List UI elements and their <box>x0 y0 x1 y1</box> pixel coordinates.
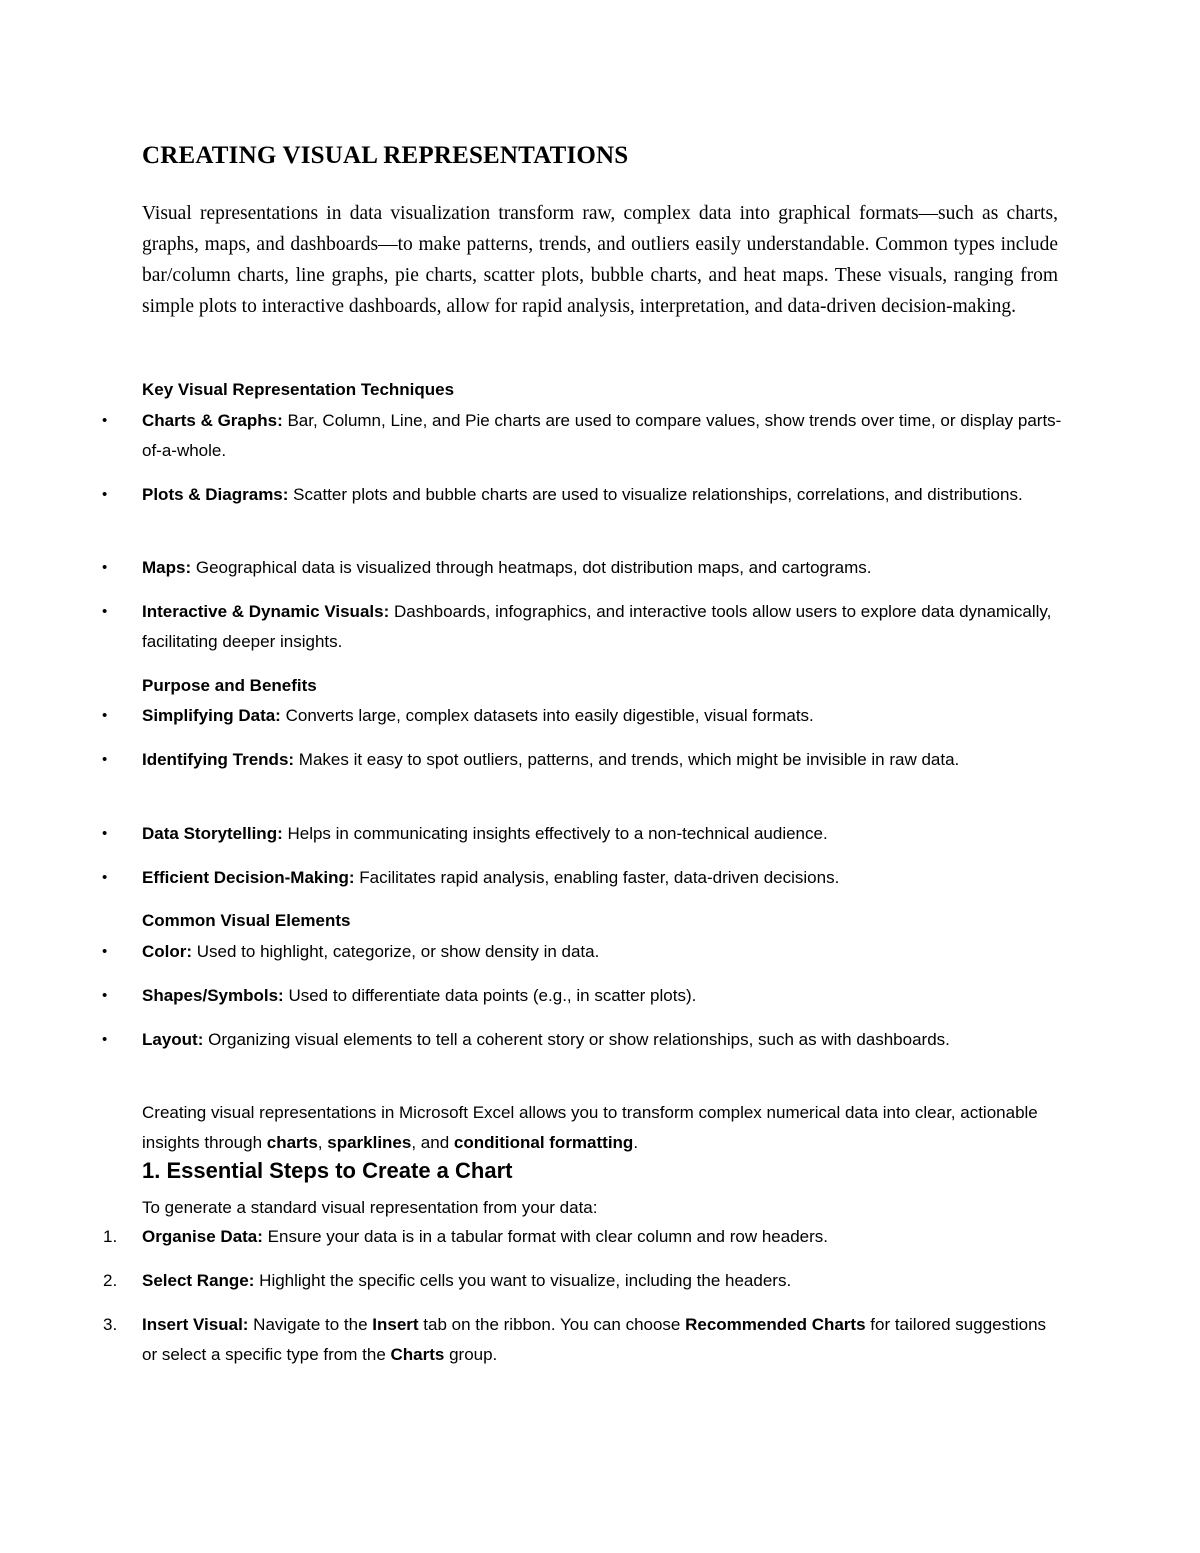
bullet-icon: • <box>102 943 108 960</box>
step-bold-charts: Charts <box>390 1344 445 1364</box>
list-item <box>102 597 1062 656</box>
step-text: tab on the ribbon. You can choose <box>418 1315 686 1334</box>
item-text: Helps in communicating insights effectively to a non-technical audience. <box>282 824 828 843</box>
excel-text: . <box>633 1132 639 1152</box>
step-text: Highlight the specific cells you want to visualize, including the headers. <box>254 1271 792 1290</box>
section-heading-purpose: Purpose and Benefits <box>142 676 317 695</box>
list-item <box>102 981 1062 1011</box>
item-text: Scatter plots and bubble charts are used to visualize relationships, correlations, and distributions. <box>288 485 1023 504</box>
step-bold-insert: Insert <box>372 1315 419 1334</box>
bullet-icon: • <box>102 825 108 842</box>
item-text: Makes it easy to spot outliers, patterns, and trends, which might be invisible in raw data. <box>294 750 960 769</box>
list-item <box>102 480 1062 510</box>
item-term: Color: <box>142 942 193 961</box>
section-heading-elements: Common Visual Elements <box>142 911 351 930</box>
step-text: Navigate to the <box>248 1315 373 1334</box>
item-text: Used to differentiate data points (e.g., in scatter plots). <box>283 986 697 1005</box>
item-term: Charts & Graphs: <box>142 411 283 430</box>
steps-heading: 1. Essential Steps to Create a Chart <box>142 1158 513 1183</box>
step-term: Select Range: <box>142 1271 255 1290</box>
item-text: Facilitates rapid analysis, enabling faster, data-driven decisions. <box>354 868 840 887</box>
intro-paragraph: Visual representations in data visualization transform raw, complex data into graphical formats—such as charts, graphs, maps, and dashboards—to make patterns, trends, and outliers easily understandable. Common types include bar/column charts, line graphs, pie charts, scatter plots, bubble charts, and heat maps. These visuals, ranging from simple plots to interactive dashboards, allow for rapid analysis, interpretation, and data-driven decision-making. <box>142 203 1058 317</box>
item-term: Efficient Decision-Making: <box>142 868 355 887</box>
excel-bold-sparklines: sparklines <box>327 1132 412 1152</box>
item-text: Converts large, complex datasets into easily digestible, visual formats. <box>280 706 814 725</box>
item-term: Data Storytelling: <box>142 824 283 843</box>
excel-text: Creating visual representations in Microsoft Excel allows you to transform complex numerical data into clear, actionable insights through <box>142 1103 1038 1152</box>
document-title: CREATING VISUAL REPRESENTATIONS <box>142 142 629 169</box>
item-term: Plots & Diagrams: <box>142 485 289 504</box>
item-term: Identifying Trends: <box>142 750 295 769</box>
step-text: for tailored suggestions or select a specific type from the <box>142 1315 1047 1364</box>
bullet-icon: • <box>102 751 108 768</box>
list-item <box>102 553 1062 583</box>
list-item <box>102 406 1062 465</box>
step-term: Insert Visual: <box>142 1315 249 1334</box>
list-item <box>102 937 1062 967</box>
item-term: Simplifying Data: <box>142 706 281 725</box>
numbered-item <box>103 1266 1062 1296</box>
excel-text: , and <box>411 1132 454 1152</box>
item-text: Bar, Column, Line, and Pie charts are used to compare values, show trends over time, or display parts-of-a-whole. <box>142 411 1062 460</box>
bullet-icon: • <box>102 869 108 886</box>
step-text: Ensure your data is in a tabular format with clear column and row headers. <box>262 1227 828 1246</box>
bullet-icon: • <box>102 603 108 620</box>
excel-paragraph <box>142 1098 1062 1157</box>
section-heading-techniques: Key Visual Representation Techniques <box>142 380 455 399</box>
item-text: Geographical data is visualized through heatmaps, dot distribution maps, and cartograms. <box>191 558 872 577</box>
item-text: Organizing visual elements to tell a coherent story or show relationships, such as with dashboards. <box>203 1030 950 1049</box>
excel-text: , <box>317 1132 328 1152</box>
bullet-icon: • <box>102 486 108 503</box>
step-number: 2. <box>103 1271 118 1290</box>
numbered-item <box>103 1310 1062 1369</box>
bullet-icon: • <box>102 987 108 1004</box>
item-text: Dashboards, infographics, and interactive tools allow users to explore data dynamically, facilitating deeper insights. <box>142 602 1052 651</box>
bullet-icon: • <box>102 1031 108 1048</box>
excel-bold-charts: charts <box>266 1132 318 1152</box>
list-item <box>102 819 1062 849</box>
list-item <box>102 745 1062 775</box>
numbered-item <box>103 1222 1062 1252</box>
steps-intro: To generate a standard visual representation from your data: <box>142 1198 598 1217</box>
step-term: Organise Data: <box>142 1227 263 1246</box>
excel-bold-conditional-formatting: conditional formatting <box>453 1132 634 1152</box>
step-number: 1. <box>103 1227 118 1246</box>
bullet-icon: • <box>102 707 108 724</box>
item-term: Layout: <box>142 1030 204 1049</box>
item-term: Shapes/Symbols: <box>142 986 284 1005</box>
item-term: Interactive & Dynamic Visuals: <box>142 602 390 621</box>
step-text: group. <box>444 1344 498 1364</box>
bullet-icon: • <box>102 559 108 576</box>
step-bold-recommended-charts: Recommended Charts <box>685 1315 866 1334</box>
step-number: 3. <box>103 1315 118 1334</box>
bullet-icon: • <box>102 412 108 429</box>
list-item <box>102 701 1062 731</box>
list-item <box>102 863 1062 893</box>
item-term: Maps: <box>142 558 192 577</box>
item-text: Used to highlight, categorize, or show density in data. <box>192 942 600 961</box>
list-item <box>102 1025 1062 1055</box>
